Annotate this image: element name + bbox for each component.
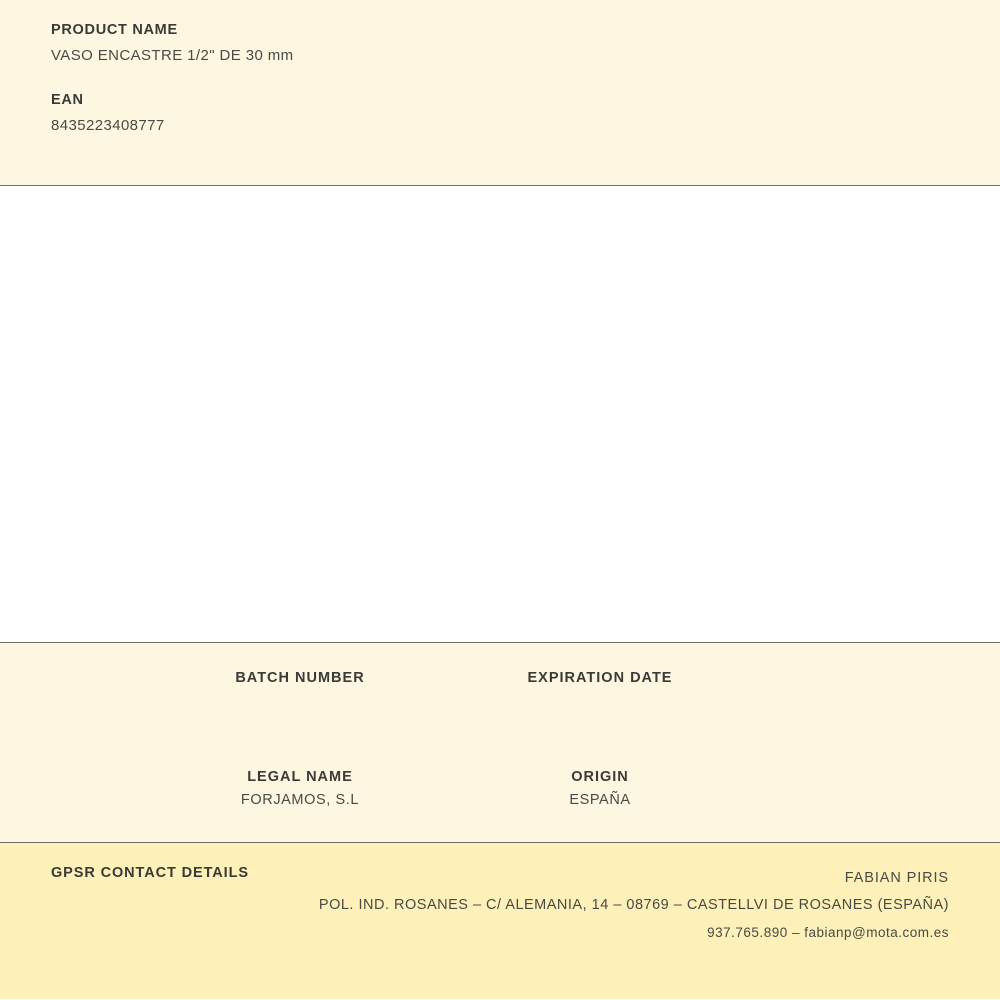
origin-field	[450, 769, 750, 810]
expiration-date-label: EXPIRATION DATE	[527, 670, 673, 686]
product-name-field	[51, 22, 950, 64]
legal-name-field	[150, 769, 450, 810]
product-name-value: VASO ENCASTRE 1/2" DE 30 mm	[51, 47, 294, 64]
batch-number-field	[150, 670, 450, 711]
ean-field	[51, 92, 950, 134]
gpsr-footer	[0, 843, 1000, 999]
gpsr-contact-address: POL. IND. ROSANES – C/ ALEMANIA, 14 – 08769 – CASTELLVI DE ROSANES (ESPAÑA)	[318, 897, 949, 913]
batch-number-value	[150, 693, 450, 711]
legal-name-value: FORJAMOS, S.L	[240, 792, 360, 808]
product-image-area	[0, 186, 1000, 643]
product-name-label: PRODUCT NAME	[51, 22, 178, 38]
origin-label: ORIGIN	[571, 769, 629, 785]
origin-value: ESPAÑA	[569, 792, 631, 808]
expiration-date-value	[450, 693, 750, 711]
ean-label: EAN	[51, 92, 84, 108]
expiration-date-field	[450, 670, 750, 711]
gpsr-contact-name: FABIAN PIRIS	[844, 870, 949, 886]
batch-legal-info-block	[0, 643, 1000, 843]
product-info-block	[0, 0, 1000, 186]
ean-value: 8435223408777	[51, 117, 165, 134]
legal-origin-row	[0, 769, 1000, 810]
gpsr-contact-title: GPSR CONTACT DETAILS	[51, 865, 249, 881]
legal-name-label: LEGAL NAME	[247, 769, 353, 785]
batch-expiration-row	[0, 670, 1000, 711]
gpsr-contact-phone-email: 937.765.890 – fabianp@mota.com.es	[707, 925, 949, 940]
batch-number-label: BATCH NUMBER	[235, 670, 365, 686]
info-row-spacer	[0, 711, 1000, 769]
